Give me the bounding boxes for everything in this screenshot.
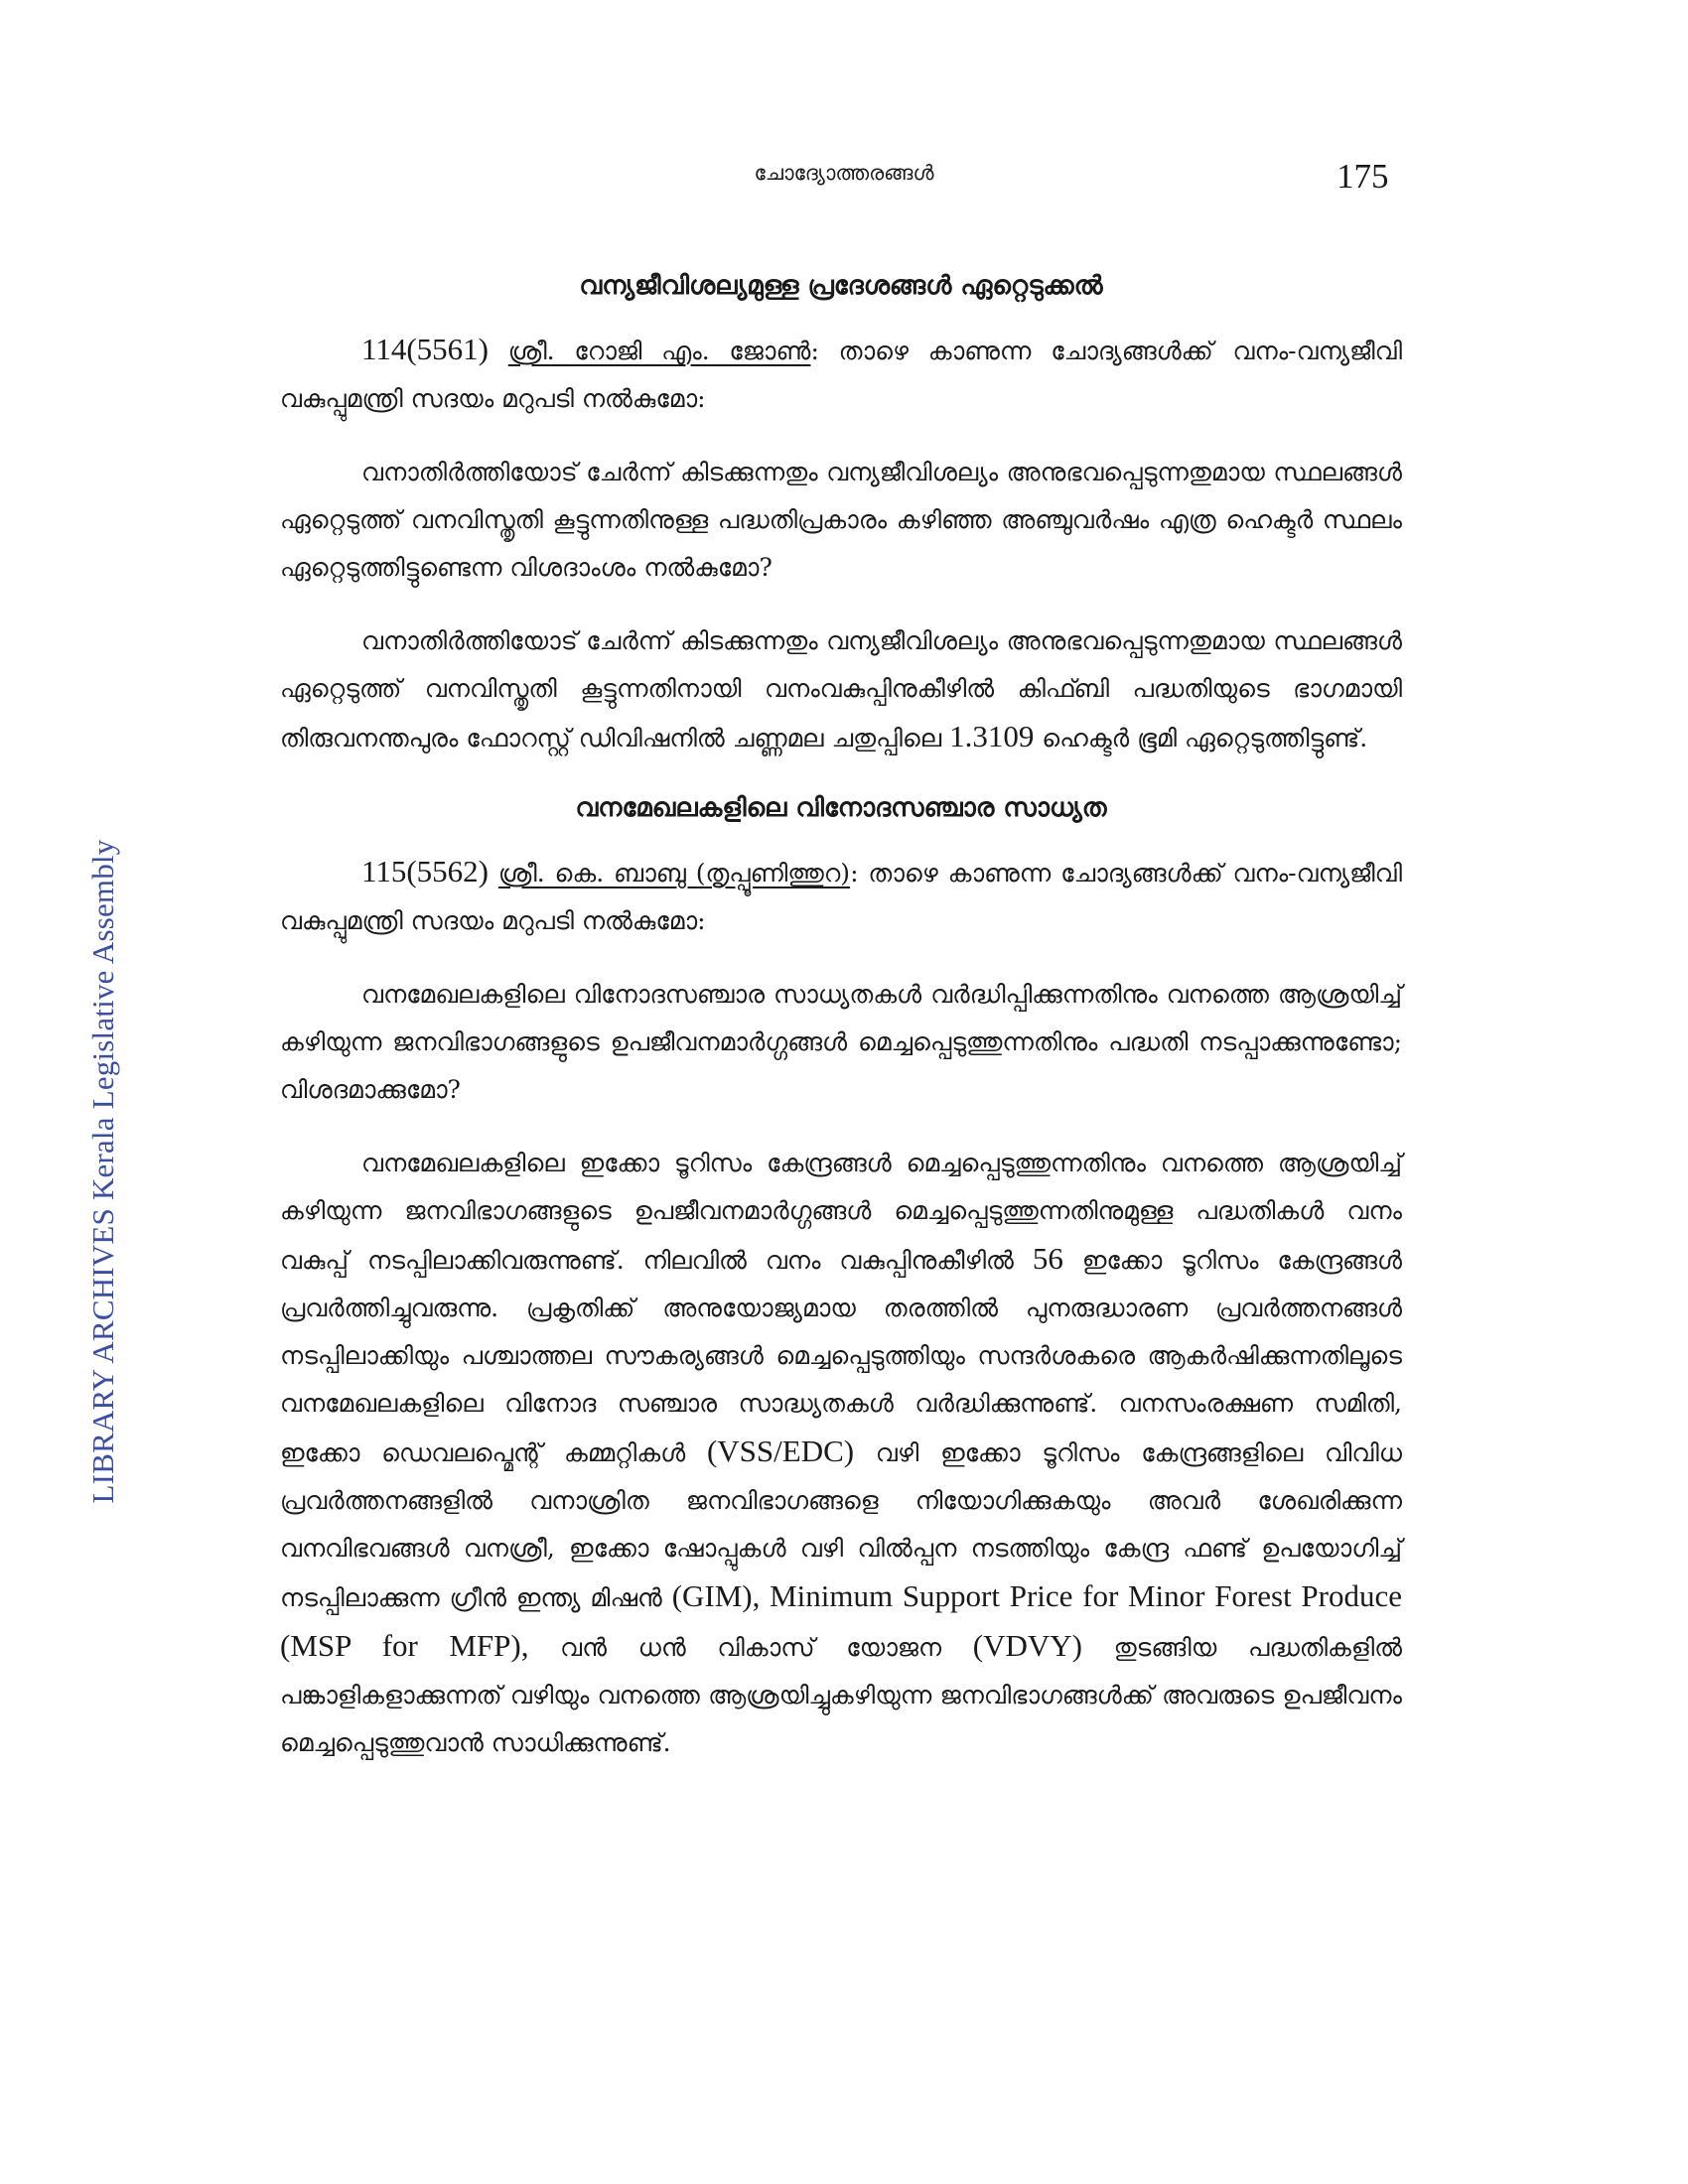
answer-number: 56 <box>1032 1241 1063 1276</box>
section-title: വന്യജീവിശല്യമുള്ള പ്രദേശങ്ങൾ ഏറ്റെടുക്കൽ <box>579 271 1103 301</box>
running-header-title: ചോദ്യോത്തരങ്ങൾ <box>754 161 934 185</box>
member-name: ശ്രീ. റോജി എം. ജോൺ <box>507 337 811 365</box>
answer-text <box>280 617 1402 762</box>
question-intro: : താഴെ കാണുന്ന ചോദ്യങ്ങൾക്ക് വനം-വന്യജീവി വകുപ്പുമന്ത്രി സദയം മറുപടി നൽകുമോ: <box>280 859 1403 935</box>
question-header <box>280 848 1402 945</box>
question-text: വനമേഖലകളിലെ വിനോദസഞ്ചാര സാധ്യതകൾ വർദ്ധിപ്പിക്കുന്നതിനും വനത്തെ ആശ്രയിച്ച് കഴിയുന്ന ജനവിഭാഗങ്ങളുടെ ഉപജീവനമാർഗ്ഗങ്ങൾ മെച്ചപ്പെടുത്തുന്നതിനും പദ്ധതി നടപ്പാക്കുന്നുണ്ടോ; വിശദമാക്കുമോ? <box>280 980 1402 1104</box>
section-title: വനമേഖലകളിലെ വിനോദസഞ്ചാര സാധ്യത <box>575 793 1107 823</box>
library-archives-watermark: LIBRARY ARCHIVES Kerala Legislative Assembly <box>85 839 120 1504</box>
question-header <box>280 326 1402 423</box>
page-number: 175 <box>1336 157 1389 196</box>
answer-abbreviation: (VSS/EDC) <box>706 1433 855 1468</box>
answer-abbreviation: (VDVY) <box>972 1628 1082 1663</box>
answer-abbreviation: (GIM), Minimum Support Price for Minor Forest Produce (MSP for MFP), <box>280 1578 1402 1663</box>
question-number: 115(5562) <box>361 854 489 888</box>
answer-text-part: വൻ ധൻ വികാസ് യോജന <box>528 1633 973 1662</box>
answer-text-part: വനാതിർത്തിയോട് ചേർന്ന് കിടക്കുന്നതും വന്യജീവിശല്യം അനുഭവപ്പെടുന്നതുമായ സ്ഥലങ്ങൾ ഏറ്റെടുത്ത് വനവിസ്തൃതി കൂട്ടുന്നതിനായി വനംവകുപ്പിനുകീഴിൽ കിഫ്ബി പദ്ധതിയുടെ ഭാഗമായി തിരുവനന്തപുരം ഫോറസ്റ്റ് ഡിവിഷനിൽ ചണ്ണമല ചതുപ്പിലെ <box>280 626 1402 752</box>
question-section-114 <box>280 266 1402 762</box>
answer-text-part: ഇക്കോ ടൂറിസം കേന്ദ്രങ്ങൾ പ്രവർത്തിച്ചുവരുന്നു. പ്രകൃതിക്ക് അനുയോജ്യമായ തരത്തിൽ പുനരുദ്ധാരണ പ്രവർത്തനങ്ങൾ നടപ്പിലാക്കിയും പശ്ചാത്തല സൗകര്യങ്ങൾ മെച്ചപ്പെടുത്തിയും സന്ദർശകരെ ആകർഷിക്കുന്നതിലൂടെ വനമേഖലകളിലെ വിനോദ സഞ്ചാര സാദ്ധ്യതകൾ വർദ്ധിക്കുന്നുണ്ട്. വനസംരക്ഷണ സമിതി, ഇക്കോ ഡെവലപ്മെന്റ് കമ്മറ്റികൾ <box>280 1246 1403 1467</box>
question-number: 114(5561) <box>361 332 489 366</box>
answer-text-part: വഴി ഇക്കോ ടൂറിസം കേന്ദ്രങ്ങളിലെ വിവിധ പ്രവർത്തനങ്ങളിൽ വനാശ്രിത ജനവിഭാഗങ്ങളെ നിയോഗിക്കുകയും അവർ ശേഖരിക്കുന്ന വനവിഭവങ്ങൾ വനശ്രീ, ഇക്കോ ഷോപ്പുകൾ വഴി വിൽപ്പന നടത്തിയും കേന്ദ്ര ഫണ്ട് ഉപയോഗിച്ച് നടപ്പിലാക്കുന്ന ഗ്രീൻ ഇന്ത്യ മിഷൻ <box>280 1438 1402 1612</box>
answer-text-part: വനമേഖലകളിലെ ഇക്കോ ടൂറിസം കേന്ദ്രങ്ങൾ മെച്ചപ്പെടുത്തുന്നതിനും വനത്തെ ആശ്രയിച്ച് കഴിയുന്ന ജനവിഭാഗങ്ങളുടെ ഉപജീവനമാർഗ്ഗങ്ങൾ മെച്ചപ്പെടുത്തുന്നതിനുമുള്ള പദ്ധതികൾ വനം വകുപ്പ് നടപ്പിലാക്കിവരുന്നുണ്ട്. നിലവിൽ വനം വകുപ്പിനുകീഴിൽ <box>280 1149 1402 1275</box>
question-text: വനാതിർത്തിയോട് ചേർന്ന് കിടക്കുന്നതും വന്യജീവിശല്യം അനുഭവപ്പെടുന്നതുമായ സ്ഥലങ്ങൾ ഏറ്റെടുത്ത് വനവിസ്തൃതി കൂട്ടുന്നതിനുള്ള പദ്ധതിപ്രകാരം കഴിഞ്ഞ അഞ്ചുവർഷം എത്ര ഹെക്ടർ സ്ഥലം ഏറ്റെടുത്തിട്ടുണ്ടെന്ന വിശദാംശം നൽകുമോ? <box>280 458 1402 582</box>
answer-number: 1.3109 <box>949 719 1035 753</box>
member-name: ശ്രീ. കെ. ബാബു (തൃപ്പൂണിത്തുറ) <box>497 859 851 887</box>
question-intro: : താഴെ കാണുന്ന ചോദ്യങ്ങൾക്ക് വനം-വന്യജീവി വകുപ്പുമന്ത്രി സദയം മറുപടി നൽകുമോ: <box>280 337 1402 413</box>
answer-text <box>280 1140 1402 1767</box>
answer-text-part: തുടങ്ങിയ പദ്ധതികളിൽ പങ്കാളികളാക്കുന്നത് വഴിയും വനത്തെ ആശ്രയിച്ചുകഴിയുന്ന ജനവിഭാഗങ്ങൾക്ക് അവരുടെ ഉപജീവനം മെച്ചപ്പെടുത്തുവാൻ സാധിക്കുന്നുണ്ട്. <box>280 1633 1402 1757</box>
answer-text-part: ഹെക്ടർ ഭൂമി ഏറ്റെടുത്തിട്ടുണ്ട്. <box>1034 724 1368 752</box>
page-body <box>280 266 1402 1767</box>
question-section-115 <box>280 788 1402 1767</box>
